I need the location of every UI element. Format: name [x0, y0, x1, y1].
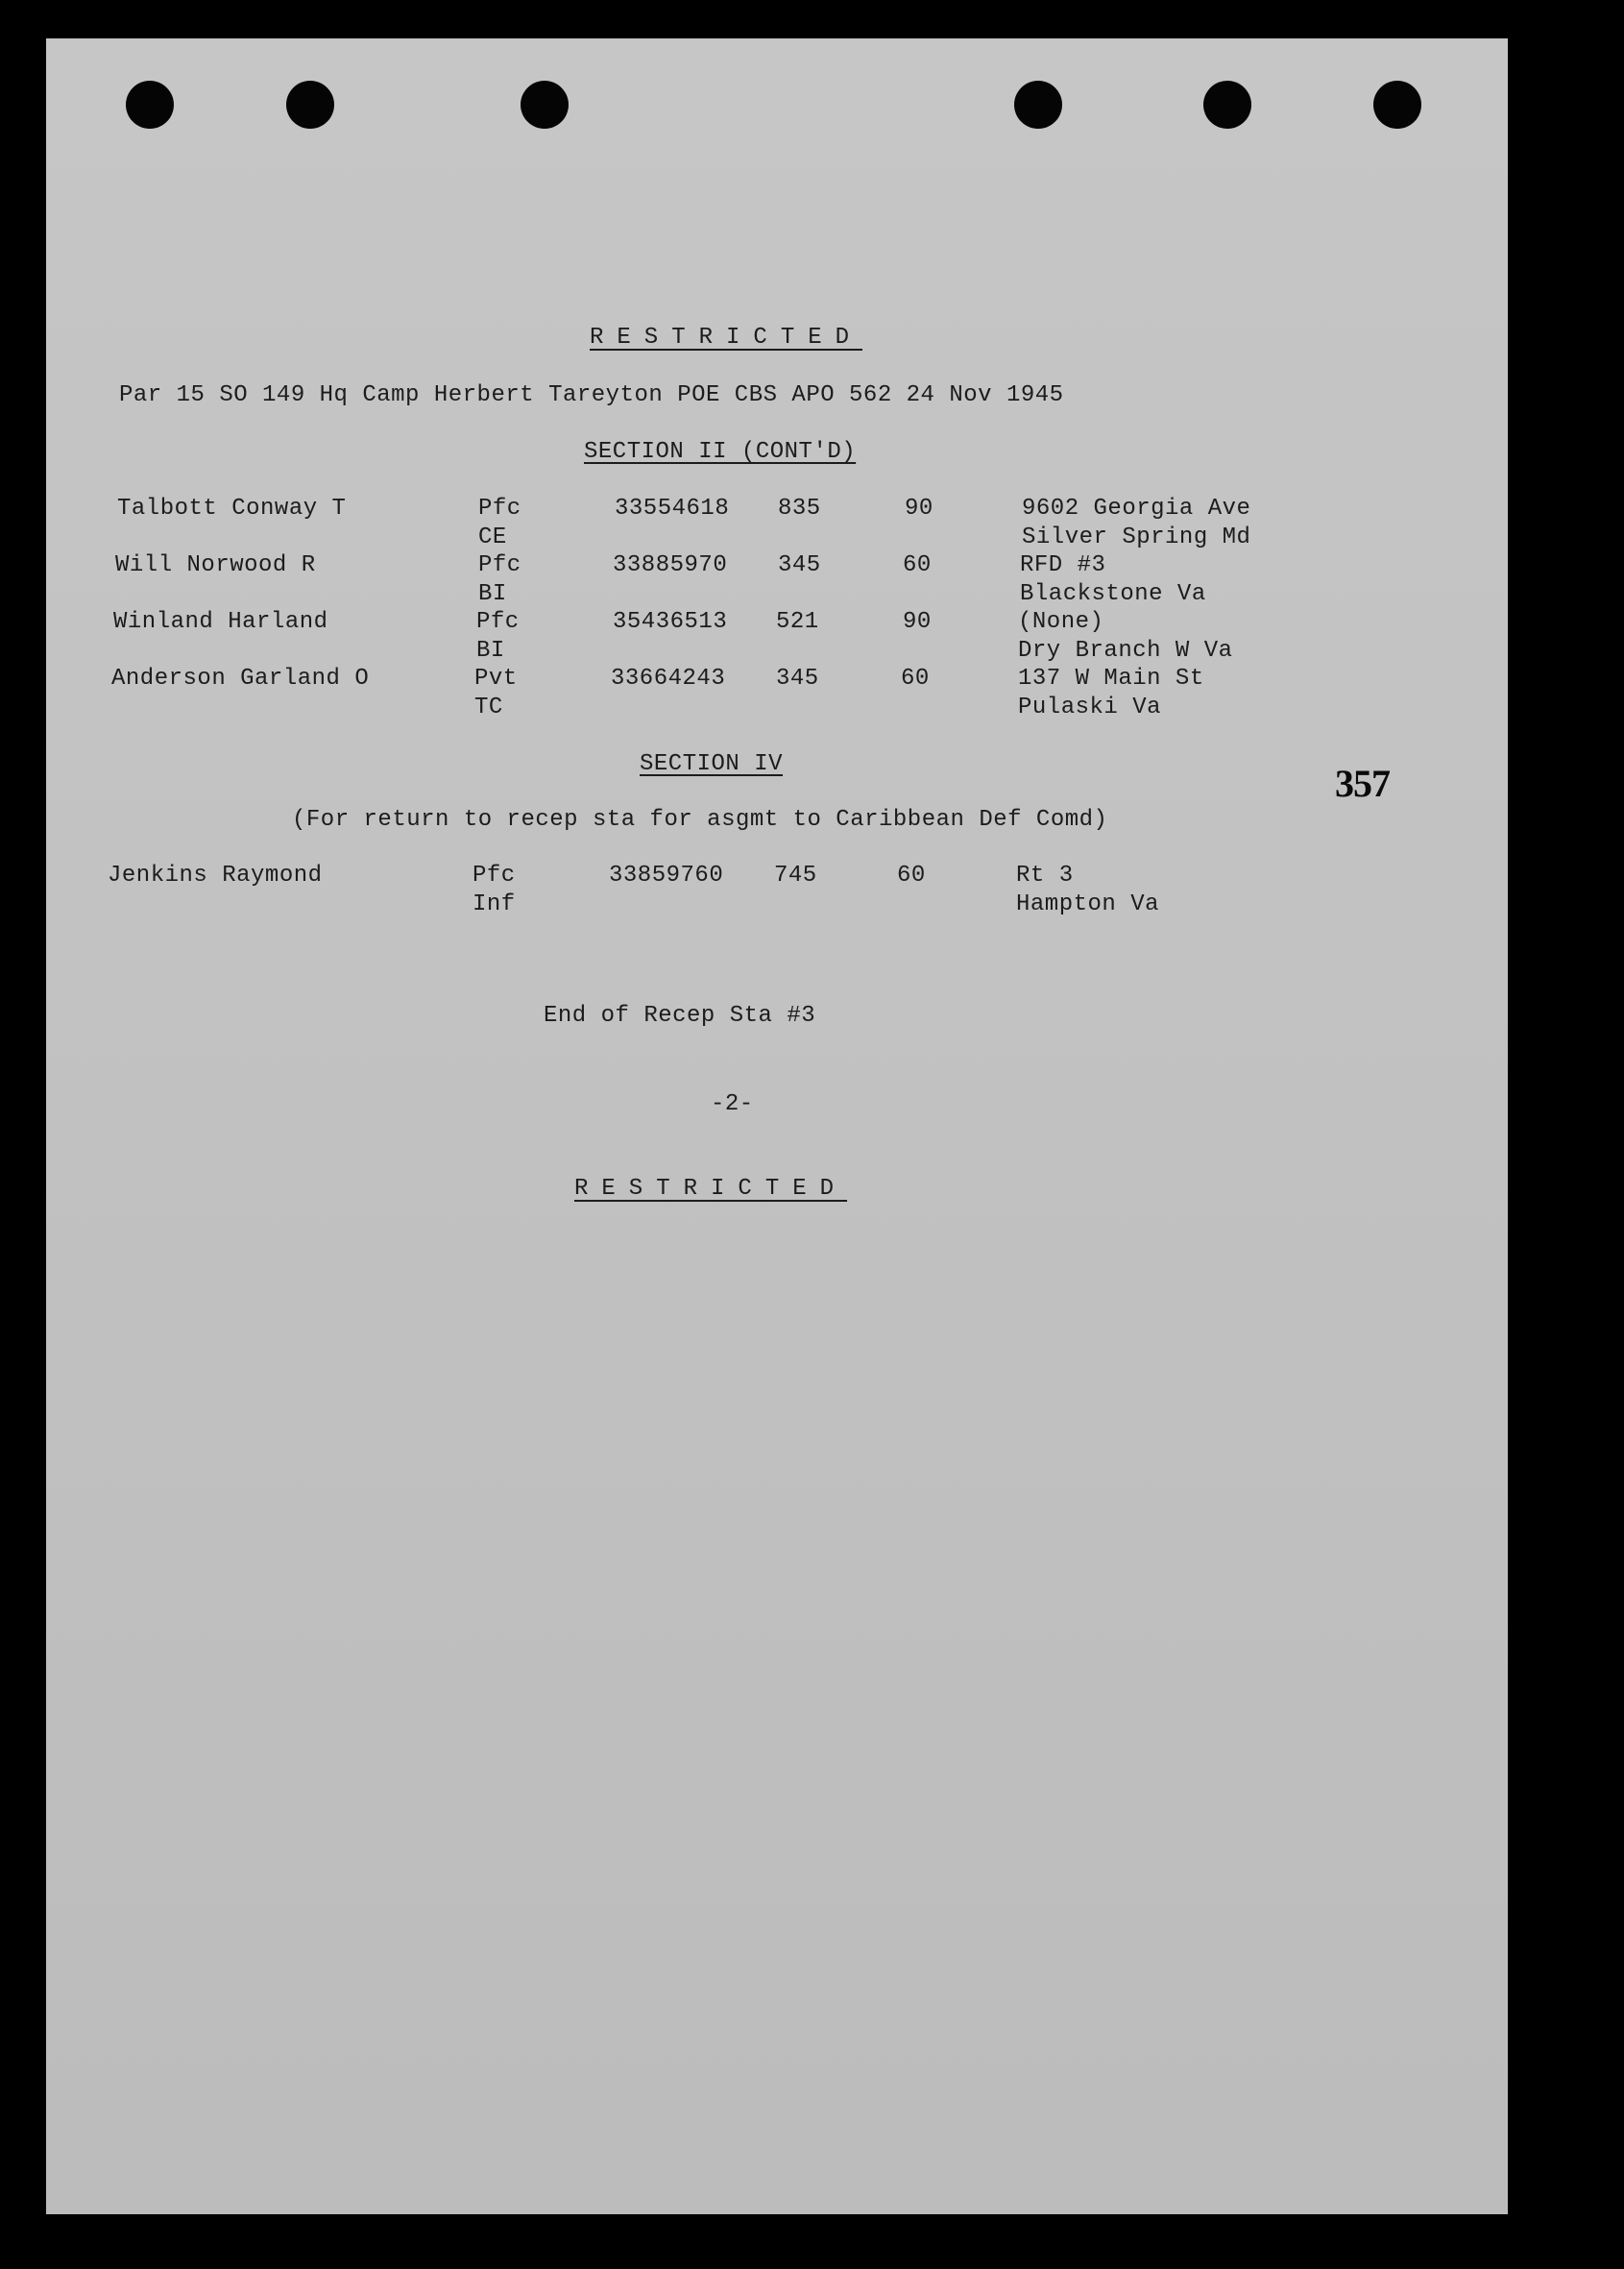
days: 90	[903, 609, 932, 635]
branch: BI	[478, 581, 507, 607]
table-row	[46, 863, 1508, 920]
serial-number: 33885970	[613, 552, 728, 578]
punch-hole	[1014, 81, 1062, 129]
mos: 345	[778, 552, 821, 578]
address-line-1: 9602 Georgia Ave	[1022, 496, 1251, 522]
stamped-page-number: 357	[1335, 762, 1390, 805]
table-row	[46, 496, 1508, 553]
address-line-1: (None)	[1018, 609, 1104, 635]
days: 60	[901, 666, 930, 692]
section-2-title: SECTION II (CONT'D)	[584, 439, 857, 465]
address-line-2: Hampton Va	[1016, 891, 1160, 917]
days: 90	[905, 496, 933, 522]
soldier-name: Talbott Conway T	[117, 496, 347, 522]
grade: Pvt	[474, 666, 518, 692]
serial-number: 35436513	[613, 609, 728, 635]
soldier-name: Jenkins Raymond	[108, 863, 323, 889]
days: 60	[903, 552, 932, 578]
branch: BI	[476, 638, 505, 664]
address-line-1: Rt 3	[1016, 863, 1074, 889]
serial-number: 33554618	[615, 496, 730, 522]
section-4-note: (For return to recep sta for asgmt to Caribbean Def Comd)	[292, 807, 1108, 833]
document-page	[46, 38, 1508, 2214]
end-note: End of Recep Sta #3	[544, 1003, 816, 1029]
soldier-name: Winland Harland	[113, 609, 328, 635]
branch: TC	[474, 695, 503, 720]
serial-number: 33664243	[611, 666, 726, 692]
branch: CE	[478, 525, 507, 550]
mos: 345	[776, 666, 819, 692]
serial-number: 33859760	[609, 863, 724, 889]
address-line-1: RFD #3	[1020, 552, 1106, 578]
address-line-2: Pulaski Va	[1018, 695, 1162, 720]
address-line-2: Dry Branch W Va	[1018, 638, 1233, 664]
table-row	[46, 552, 1508, 610]
grade: Pfc	[478, 552, 521, 578]
soldier-name: Anderson Garland O	[111, 666, 370, 692]
punch-hole	[1203, 81, 1251, 129]
punch-hole	[521, 81, 569, 129]
branch: Inf	[473, 891, 516, 917]
days: 60	[897, 863, 926, 889]
grade: Pfc	[478, 496, 521, 522]
address-line-2: Silver Spring Md	[1022, 525, 1251, 550]
table-row	[46, 666, 1508, 723]
address-line-1: 137 W Main St	[1018, 666, 1204, 692]
mos: 835	[778, 496, 821, 522]
table-row	[46, 609, 1508, 667]
mos: 521	[776, 609, 819, 635]
page-number: -2-	[711, 1091, 754, 1117]
address-line-2: Blackstone Va	[1020, 581, 1206, 607]
mos: 745	[774, 863, 817, 889]
section-4-title: SECTION IV	[640, 751, 784, 777]
punch-hole	[286, 81, 334, 129]
punch-hole	[1373, 81, 1421, 129]
classification-bottom: RESTRICTED	[574, 1176, 848, 1202]
order-reference: Par 15 SO 149 Hq Camp Herbert Tareyton POE CBS APO 562 24 Nov 1945	[119, 382, 1064, 408]
classification-top: RESTRICTED	[590, 325, 863, 351]
soldier-name: Will Norwood R	[115, 552, 316, 578]
grade: Pfc	[473, 863, 516, 889]
punch-hole	[126, 81, 174, 129]
grade: Pfc	[476, 609, 520, 635]
